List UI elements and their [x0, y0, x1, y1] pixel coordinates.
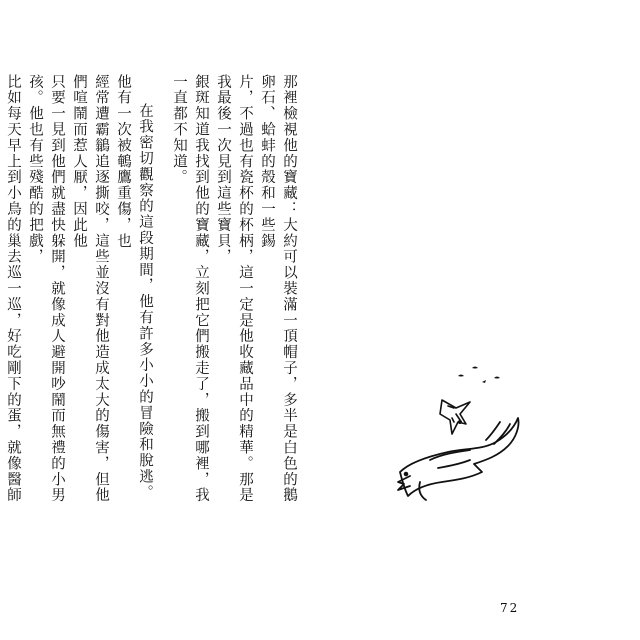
page-number: 72	[500, 601, 520, 615]
body-text	[0, 74, 300, 514]
large-bird	[398, 418, 519, 500]
text-line: 在我密切觀察的這段期間，他有許多小小的冒險和脫逃。他有一次被鵪鷹重傷，也	[115, 74, 153, 501]
bird-illustration	[390, 360, 540, 520]
text-line: 經常遭霸鶲追逐撕咬，這些並沒有對他造成太大的傷害，但他們喧鬧而惹人厭，因此他	[71, 74, 109, 504]
small-bird	[440, 400, 470, 434]
text-line: 那裡檢視他的寶藏：大約可以裝滿一頂帽子，多半是白色的鵝卵石、蛤蚌的殼和一些錫	[259, 74, 297, 504]
flying-specks	[458, 367, 500, 384]
text-line: 片，不過也有瓷杯的杯柄，這一定是他收藏品中的精華。那是我最後一次見到這些寶貝，	[215, 74, 253, 504]
text-line: 只要一見到他們就盡快躲開，就像成人避開吵鬧而無禮的小男孩。他也有些殘酷的把戲，	[27, 74, 65, 504]
text-line: 比如每天早上到小鳥的巢去巡一巡，好吃剛下的蛋，就像醫師	[5, 74, 21, 504]
text-line: 銀斑知道我找到他的寶藏，立刻把它們搬走了，搬到哪裡，我一直都不知道。	[171, 74, 209, 504]
